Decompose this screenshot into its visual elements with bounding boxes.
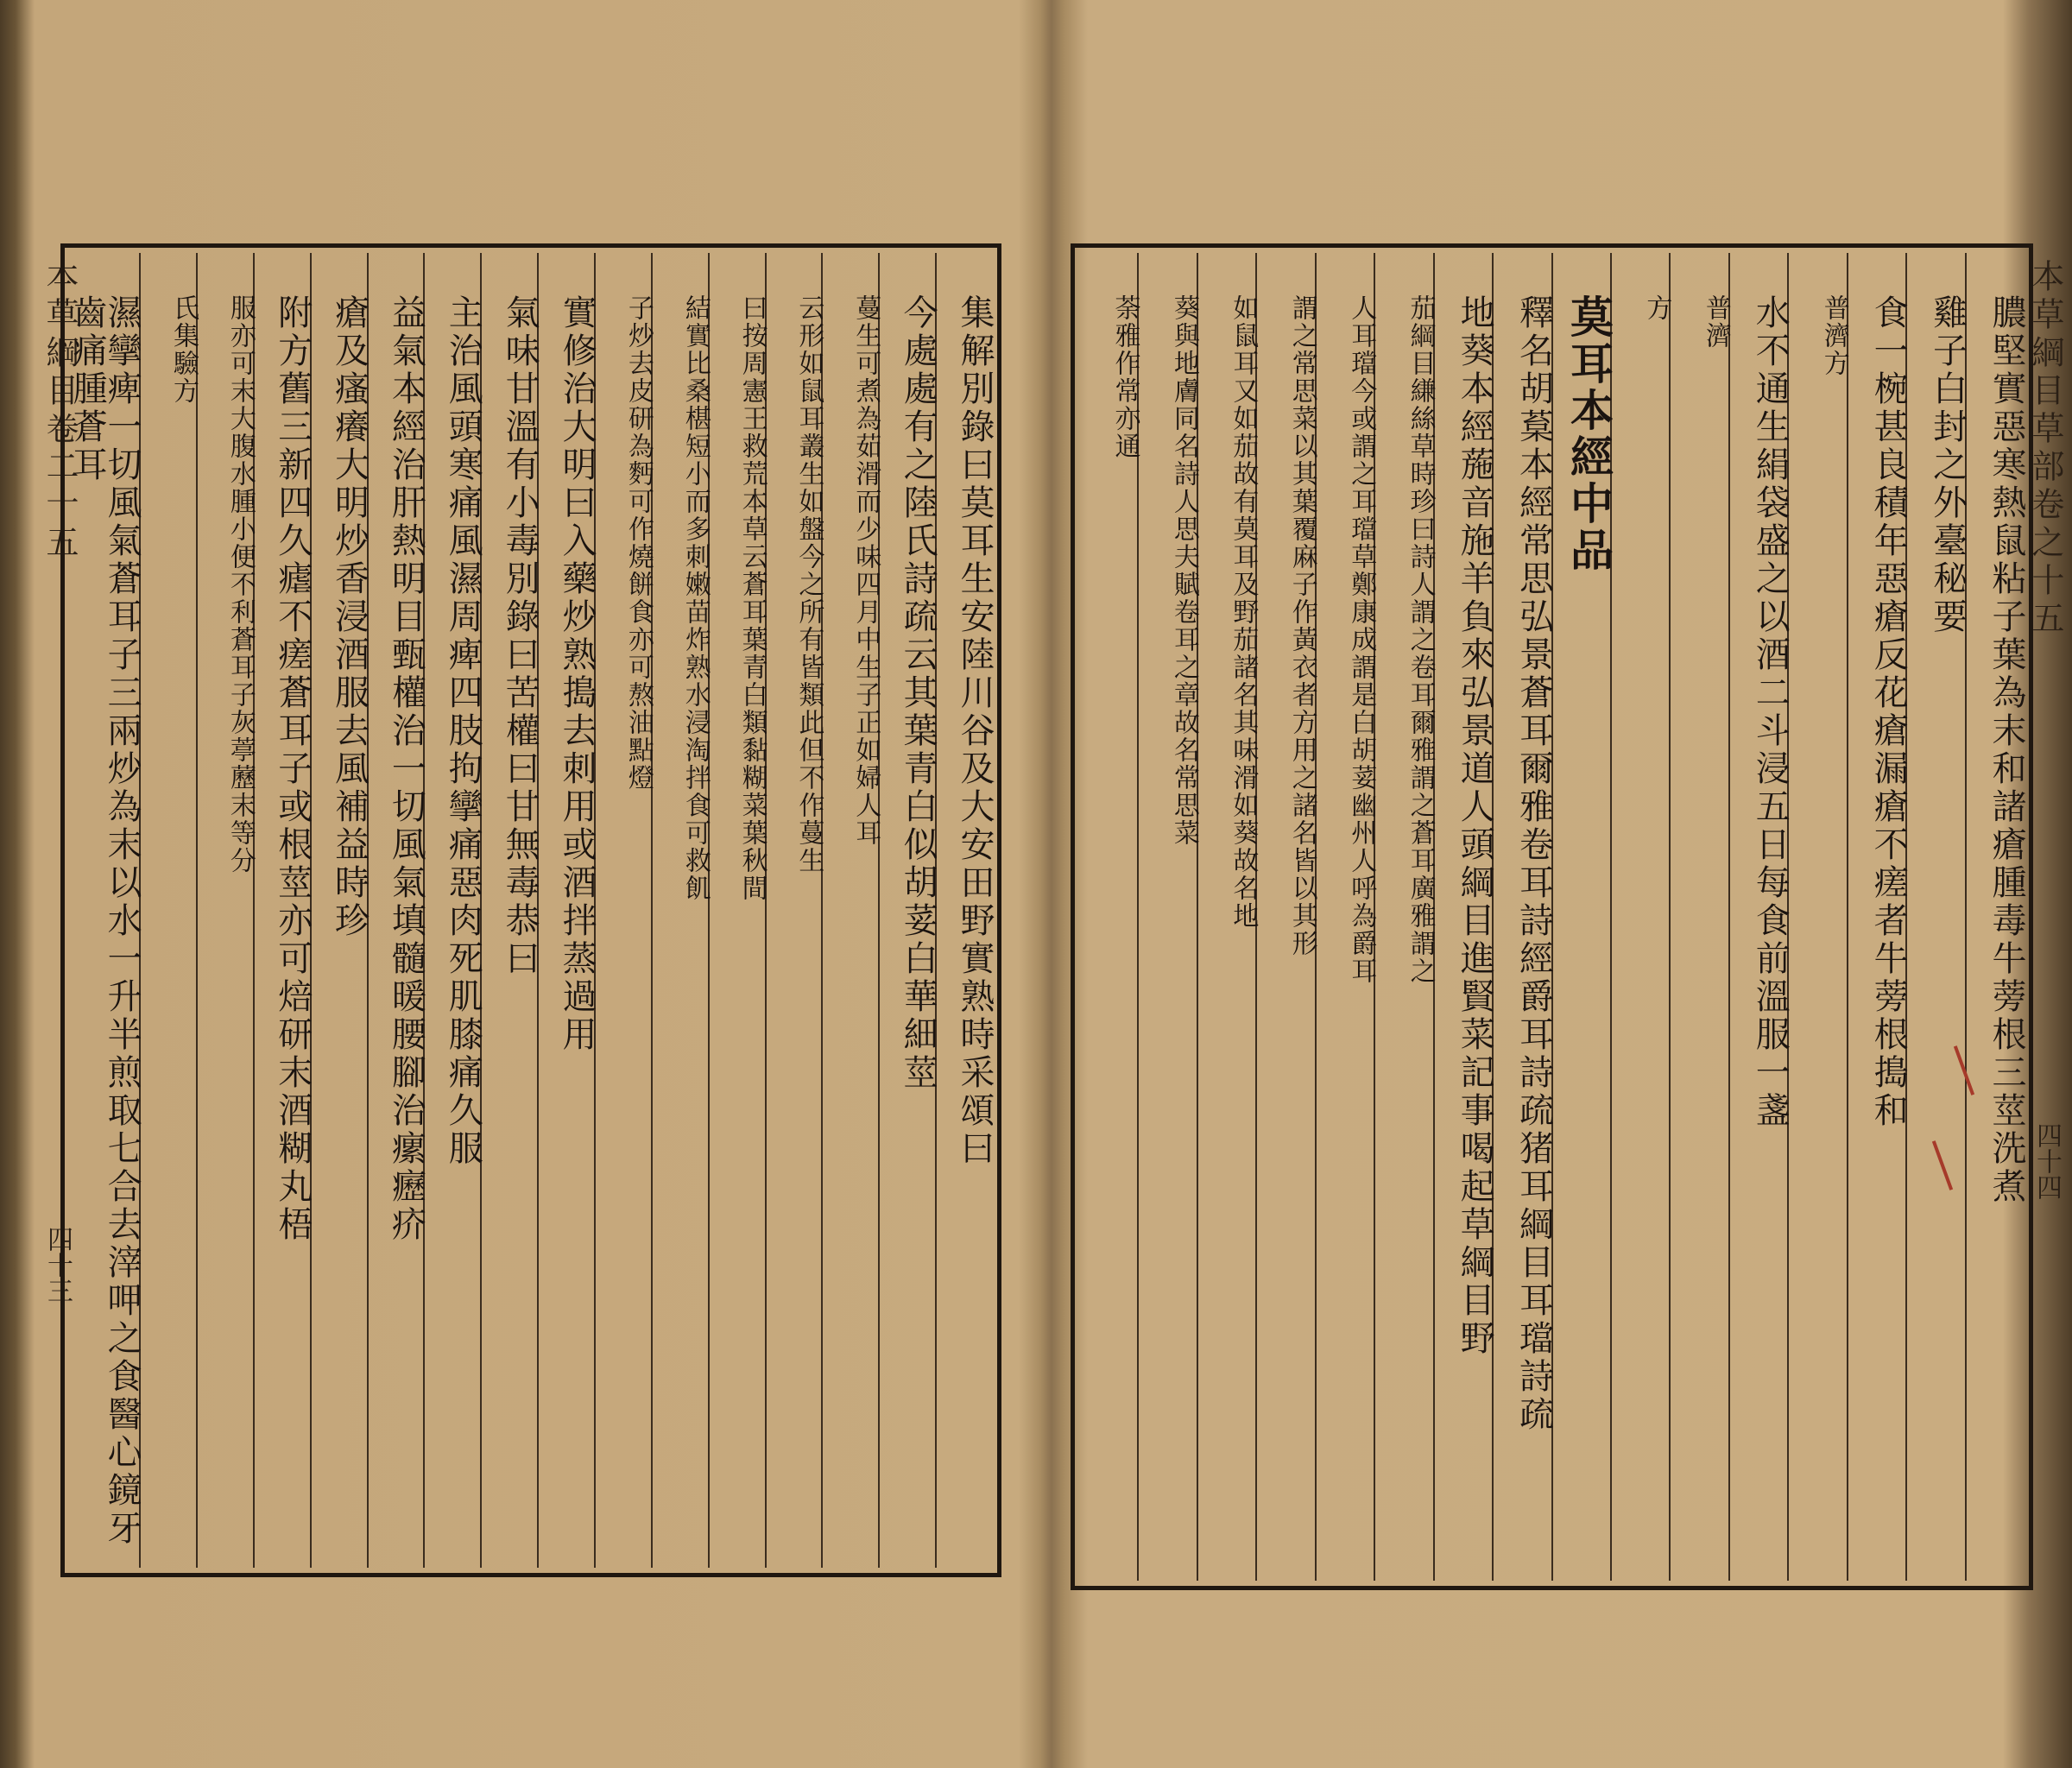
text-column: 益氣本經治肝熱明目甄權治一切風氣填髓暖腰腳治瘰癧疥: [367, 253, 424, 1568]
text-column: 子炒去皮研為麪可作燒餅食亦可熬油點燈: [594, 253, 651, 1568]
text-column: 普濟: [1669, 253, 1728, 1581]
text-column: 膿堅實惡寒熱鼠粘子葉為末和諸瘡腫毒牛蒡根三莖洗煮: [1965, 253, 2024, 1581]
text-column: 如鼠耳又如茄故有莫耳及野茄諸名其味滑如葵故名地: [1197, 253, 1255, 1581]
text-column: 普濟方: [1787, 253, 1846, 1581]
entry-heading-column: 莫耳本經中品: [1551, 253, 1610, 1581]
text-column: 謂之常思菜以其葉覆麻子作黃衣者方用之諸名皆以其形: [1255, 253, 1314, 1581]
text-column: 云形如鼠耳叢生如盤今之所有皆類此但不作蔓生: [765, 253, 822, 1568]
text-column: 今處處有之陸氏詩疏云其葉青白似胡荽白華細莖: [878, 253, 935, 1568]
left-margin-title: 本草綱目卷二十五: [41, 259, 79, 563]
text-column: 方: [1610, 253, 1669, 1581]
right-page-number: 四十四: [2031, 1122, 2062, 1200]
text-column: 實修治大明曰入藥炒熟搗去刺用或酒拌蒸過用: [537, 253, 594, 1568]
text-column: 主治風頭寒痛風濕周痺四肢拘攣痛惡肉死肌膝痛久服: [423, 253, 480, 1568]
left-page-number: 四十三: [42, 1226, 73, 1304]
left-columns: [67, 253, 995, 1568]
right-columns: [1080, 253, 2024, 1581]
text-column: 釋名胡葈本經常思弘景蒼耳爾雅卷耳詩經爵耳詩疏猪耳綱目耳璫詩疏: [1492, 253, 1551, 1581]
right-page: [1052, 0, 2072, 1768]
text-column: 人耳璫今或謂之耳璫草鄭康成謂是白胡荽幽州人呼為爵耳: [1315, 253, 1374, 1581]
text-column: 葵與地膚同名詩人思夫賦卷耳之章故名常思菜: [1137, 253, 1196, 1581]
text-column: 蔓生可煮為茹滑而少味四月中生子正如婦人耳: [821, 253, 878, 1568]
text-column: 曰按周憲王救荒本草云蒼耳葉青白類黏糊菜葉秋間: [708, 253, 765, 1568]
text-column: 濕攣痺一切風氣蒼耳子三兩炒為末以水一升半煎取七合去滓呷之食醫心鏡牙齒痛腫蒼耳: [67, 294, 142, 1548]
text-column: 荼雅作常亦通: [1109, 294, 1140, 460]
text-column: 雞子白封之外臺秘要: [1905, 253, 1964, 1581]
text-column: 結實比桑椹短小而多刺嫩苗炸熟水浸淘拌食可救飢: [651, 253, 708, 1568]
text-column: 食一椀甚良積年惡瘡反花瘡漏瘡不瘥者牛蒡根搗和: [1847, 253, 1905, 1581]
left-text-frame: [60, 243, 1001, 1577]
text-column: 服亦可末大腹水腫小便不利蒼耳子灰葶藶末等分: [196, 253, 253, 1568]
text-column: 茄綱目縑絲草時珍曰詩人謂之卷耳爾雅謂之蒼耳廣雅謂之: [1374, 253, 1432, 1581]
right-text-frame: [1071, 243, 2033, 1590]
text-column: 氣味甘溫有小毒別錄曰苦權曰甘無毒恭曰: [480, 253, 537, 1568]
text-column: 水不通生絹袋盛之以酒二斗浸五日每食前溫服一盞: [1728, 253, 1787, 1581]
text-column: 氏集驗方: [139, 253, 196, 1568]
text-column: 附方舊三新四久瘧不瘥蒼耳子或根莖亦可焙研末酒糊丸梧: [253, 253, 310, 1568]
text-column: 地葵本經葹音施羊負來弘景道人頭綱目進賢菜記事喝起草綱目野: [1433, 253, 1492, 1581]
text-column: 集解別錄曰莫耳生安陸川谷及大安田野實熟時采頌曰: [935, 253, 992, 1568]
right-margin-title: 本草綱目草部卷之十五: [2026, 259, 2064, 639]
text-column: 瘡及瘙癢大明炒香浸酒服去風補益時珍: [310, 253, 367, 1568]
